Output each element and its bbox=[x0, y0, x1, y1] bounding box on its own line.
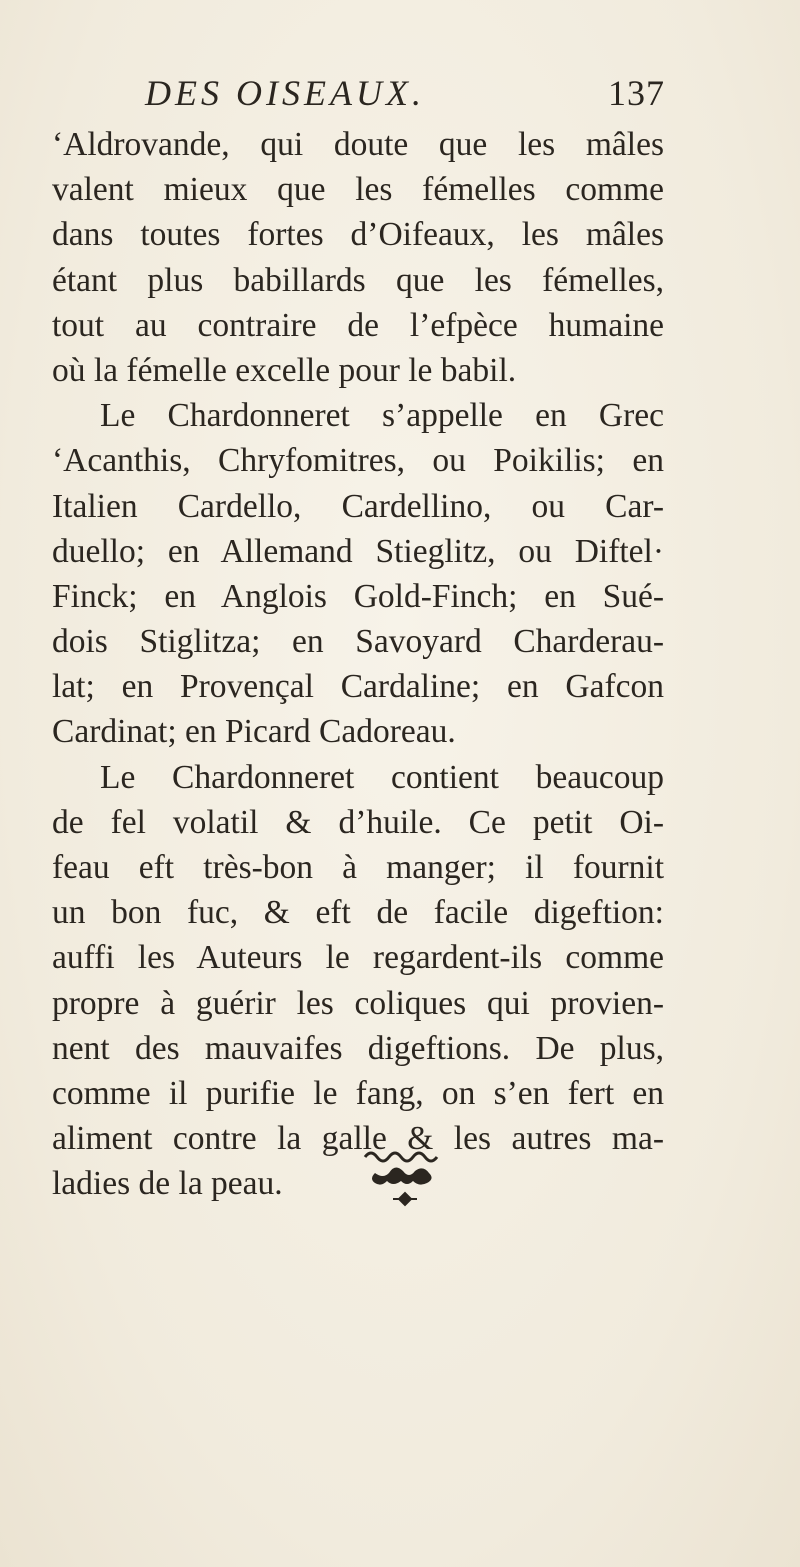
text-line: où la fémelle excelle pour le babil. bbox=[52, 351, 517, 389]
text-line: dans toutes fortes d’Oifeaux, les mâles bbox=[52, 216, 664, 254]
text-line: nent des mauvaifes digeftions. De plus, bbox=[52, 1029, 664, 1067]
text-line: feau eft très-bon à manger; il fournit bbox=[52, 849, 664, 886]
text-line: ‘Acanthis, Chryfomitres, ou Poikilis; en bbox=[52, 442, 664, 480]
text-line: Le Chardonneret s’appelle en Grec bbox=[100, 397, 664, 435]
text-line: lat; en Provençal Cardaline; en Gafcon bbox=[52, 668, 664, 706]
text-line: aliment contre la galle & les autres ma- bbox=[52, 1120, 664, 1158]
text-line: propre à guérir les coliques qui provien- bbox=[52, 984, 664, 1022]
page-number: 137 bbox=[608, 73, 665, 113]
body-text bbox=[52, 122, 664, 1207]
text-line: Finck; en Anglois Gold-Finch; en Sué- bbox=[52, 577, 664, 615]
text-line: Le Chardonneret contient beaucoup bbox=[100, 758, 664, 796]
text-line: tout au contraire de l’efpèce humaine bbox=[52, 306, 664, 344]
text-line: Cardinat; en Picard Cadoreau. bbox=[52, 713, 456, 751]
text-line: duello; en Allemand Stieglitz, ou Diftel· bbox=[52, 532, 664, 570]
running-head bbox=[145, 72, 665, 116]
text-line: un bon fuc, & eft de facile digeftion: bbox=[52, 894, 664, 932]
text-line: valent mieux que les fémelles comme bbox=[52, 171, 664, 209]
text-line: ladies de la peau. bbox=[52, 1165, 283, 1203]
text-line: ‘Aldrovande, qui doute que les mâles bbox=[52, 126, 664, 163]
text-line: Italien Cardello, Cardellino, ou Car- bbox=[52, 487, 664, 525]
text-line: comme il purifie le fang, on s’en fert en bbox=[52, 1074, 664, 1112]
tailpiece-fleuron-icon bbox=[355, 1145, 455, 1215]
text-line: étant plus babillards que les fémelles, bbox=[52, 261, 664, 299]
text-line: de fel volatil & d’huile. Ce petit Oi- bbox=[52, 803, 664, 841]
text-line: dois Stiglitza; en Savoyard Charderau- bbox=[52, 623, 664, 661]
text-line: auffi les Auteurs le regardent-ils comme bbox=[52, 939, 664, 977]
running-head-title: DES OISEAUX. bbox=[145, 73, 425, 113]
